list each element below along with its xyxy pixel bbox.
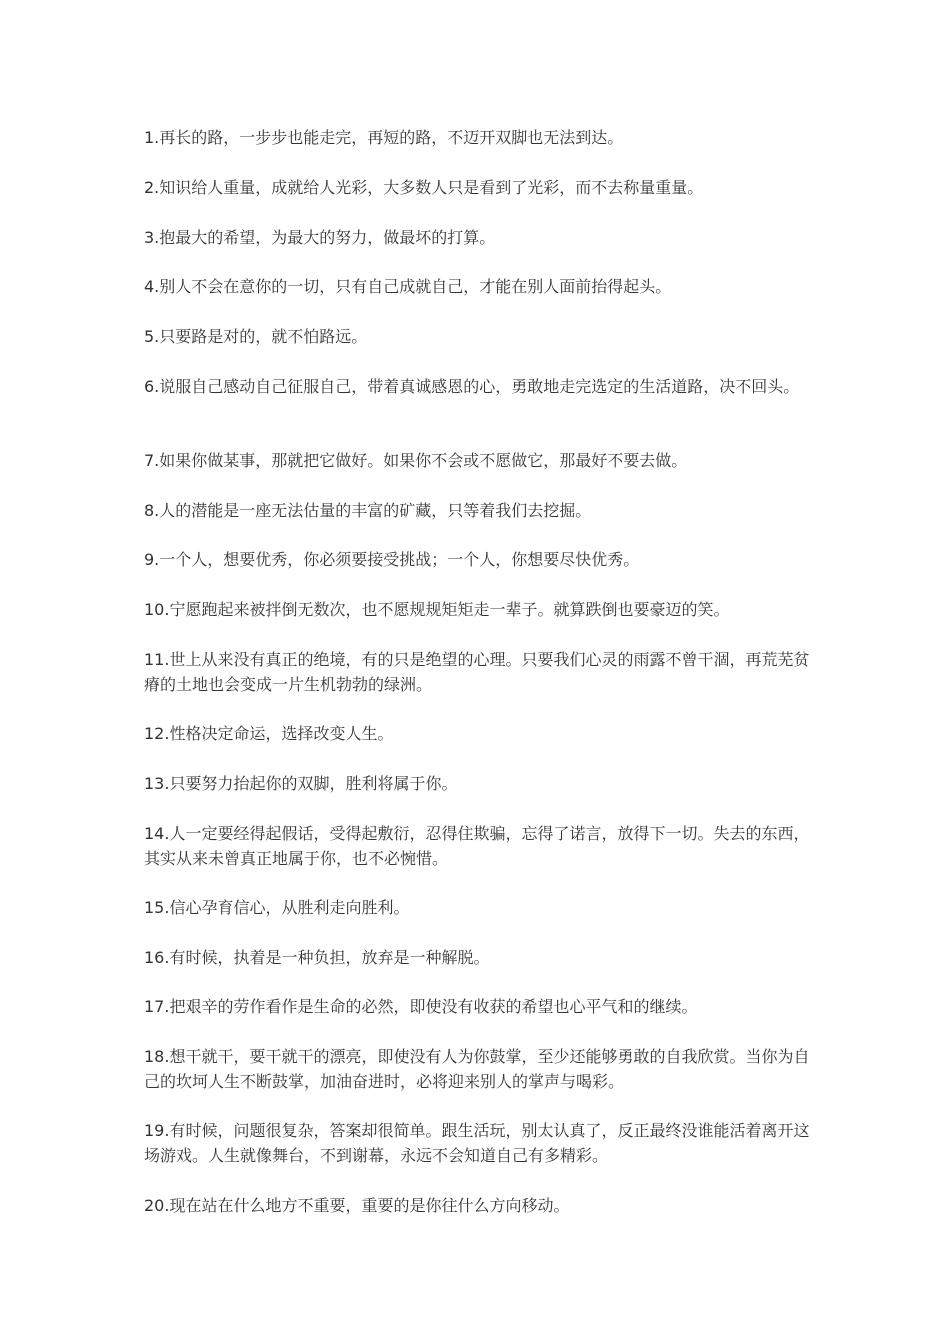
paragraph-11: 11.世上从来没有真正的绝境，有的只是绝望的心理。只要我们心灵的雨露不曾干涸，再荒芜贫瘠的土地也会变成一片生机勃勃的绿洲。 [144,650,810,694]
paragraph-1: 1.再长的路，一步步也能走完，再短的路，不迈开双脚也无法到达。 [144,128,624,147]
paragraph-5: 5.只要路是对的，就不怕路远。 [144,327,368,346]
paragraph-15: 15.信心孕育信心，从胜利走向胜利。 [144,898,410,917]
paragraph-3: 3.抱最大的希望，为最大的努力，做最坏的打算。 [144,228,496,247]
paragraph-17: 17.把艰辛的劳作看作是生命的必然，即使没有收获的希望也心平气和的继续。 [144,997,698,1016]
paragraph-19: 19.有时候，问题很复杂，答案却很简单。跟生活玩，别太认真了，反正最终没谁能活着离开这场游戏。人生就像舞台，不到谢幕，永远不会知道自己有多精彩。 [144,1121,810,1165]
paragraph-4: 4.别人不会在意你的一切，只有自己成就自己，才能在别人面前抬得起头。 [144,277,672,296]
paragraph-10: 10.宁愿跑起来被拌倒无数次，也不愿规规矩矩走一辈子。就算跌倒也要豪迈的笑。 [144,600,730,619]
paragraph-13: 13.只要努力抬起你的双脚，胜利将属于你。 [144,774,458,793]
paragraph-9: 9.一个人，想要优秀，你必须要接受挑战；一个人，你想要尽快优秀。 [144,550,640,569]
paragraph-12: 12.性格决定命运，选择改变人生。 [144,724,394,743]
paragraph-20: 20.现在站在什么地方不重要，重要的是你往什么方向移动。 [144,1196,570,1215]
paragraph-14: 14.人一定要经得起假话，受得起敷衍，忍得住欺骗，忘得了诺言，放得下一切。失去的东西，其实从来未曾真正地属于你，也不必惋惜。 [144,824,810,868]
paragraph-8: 8.人的潜能是一座无法估量的丰富的矿藏，只等着我们去挖掘。 [144,501,592,520]
paragraph-2: 2.知识给人重量，成就给人光彩，大多数人只是看到了光彩，而不去称量重量。 [144,178,704,197]
paragraph-18: 18.想干就干，要干就干的漂亮，即使没有人为你鼓掌，至少还能够勇敢的自我欣赏。当你为自己的坎坷人生不断鼓掌，加油奋进时，必将迎来别人的掌声与喝彩。 [144,1047,810,1091]
paragraph-7: 7.如果你做某事，那就把它做好。如果你不会或不愿做它，那最好不要去做。 [144,451,688,470]
paragraph-16: 16.有时候，执着是一种负担，放弃是一种解脱。 [144,948,490,967]
paragraph-6: 6.说服自己感动自己征服自己，带着真诚感恩的心，勇敢地走完选定的生活道路，决不回头。 [144,377,800,396]
